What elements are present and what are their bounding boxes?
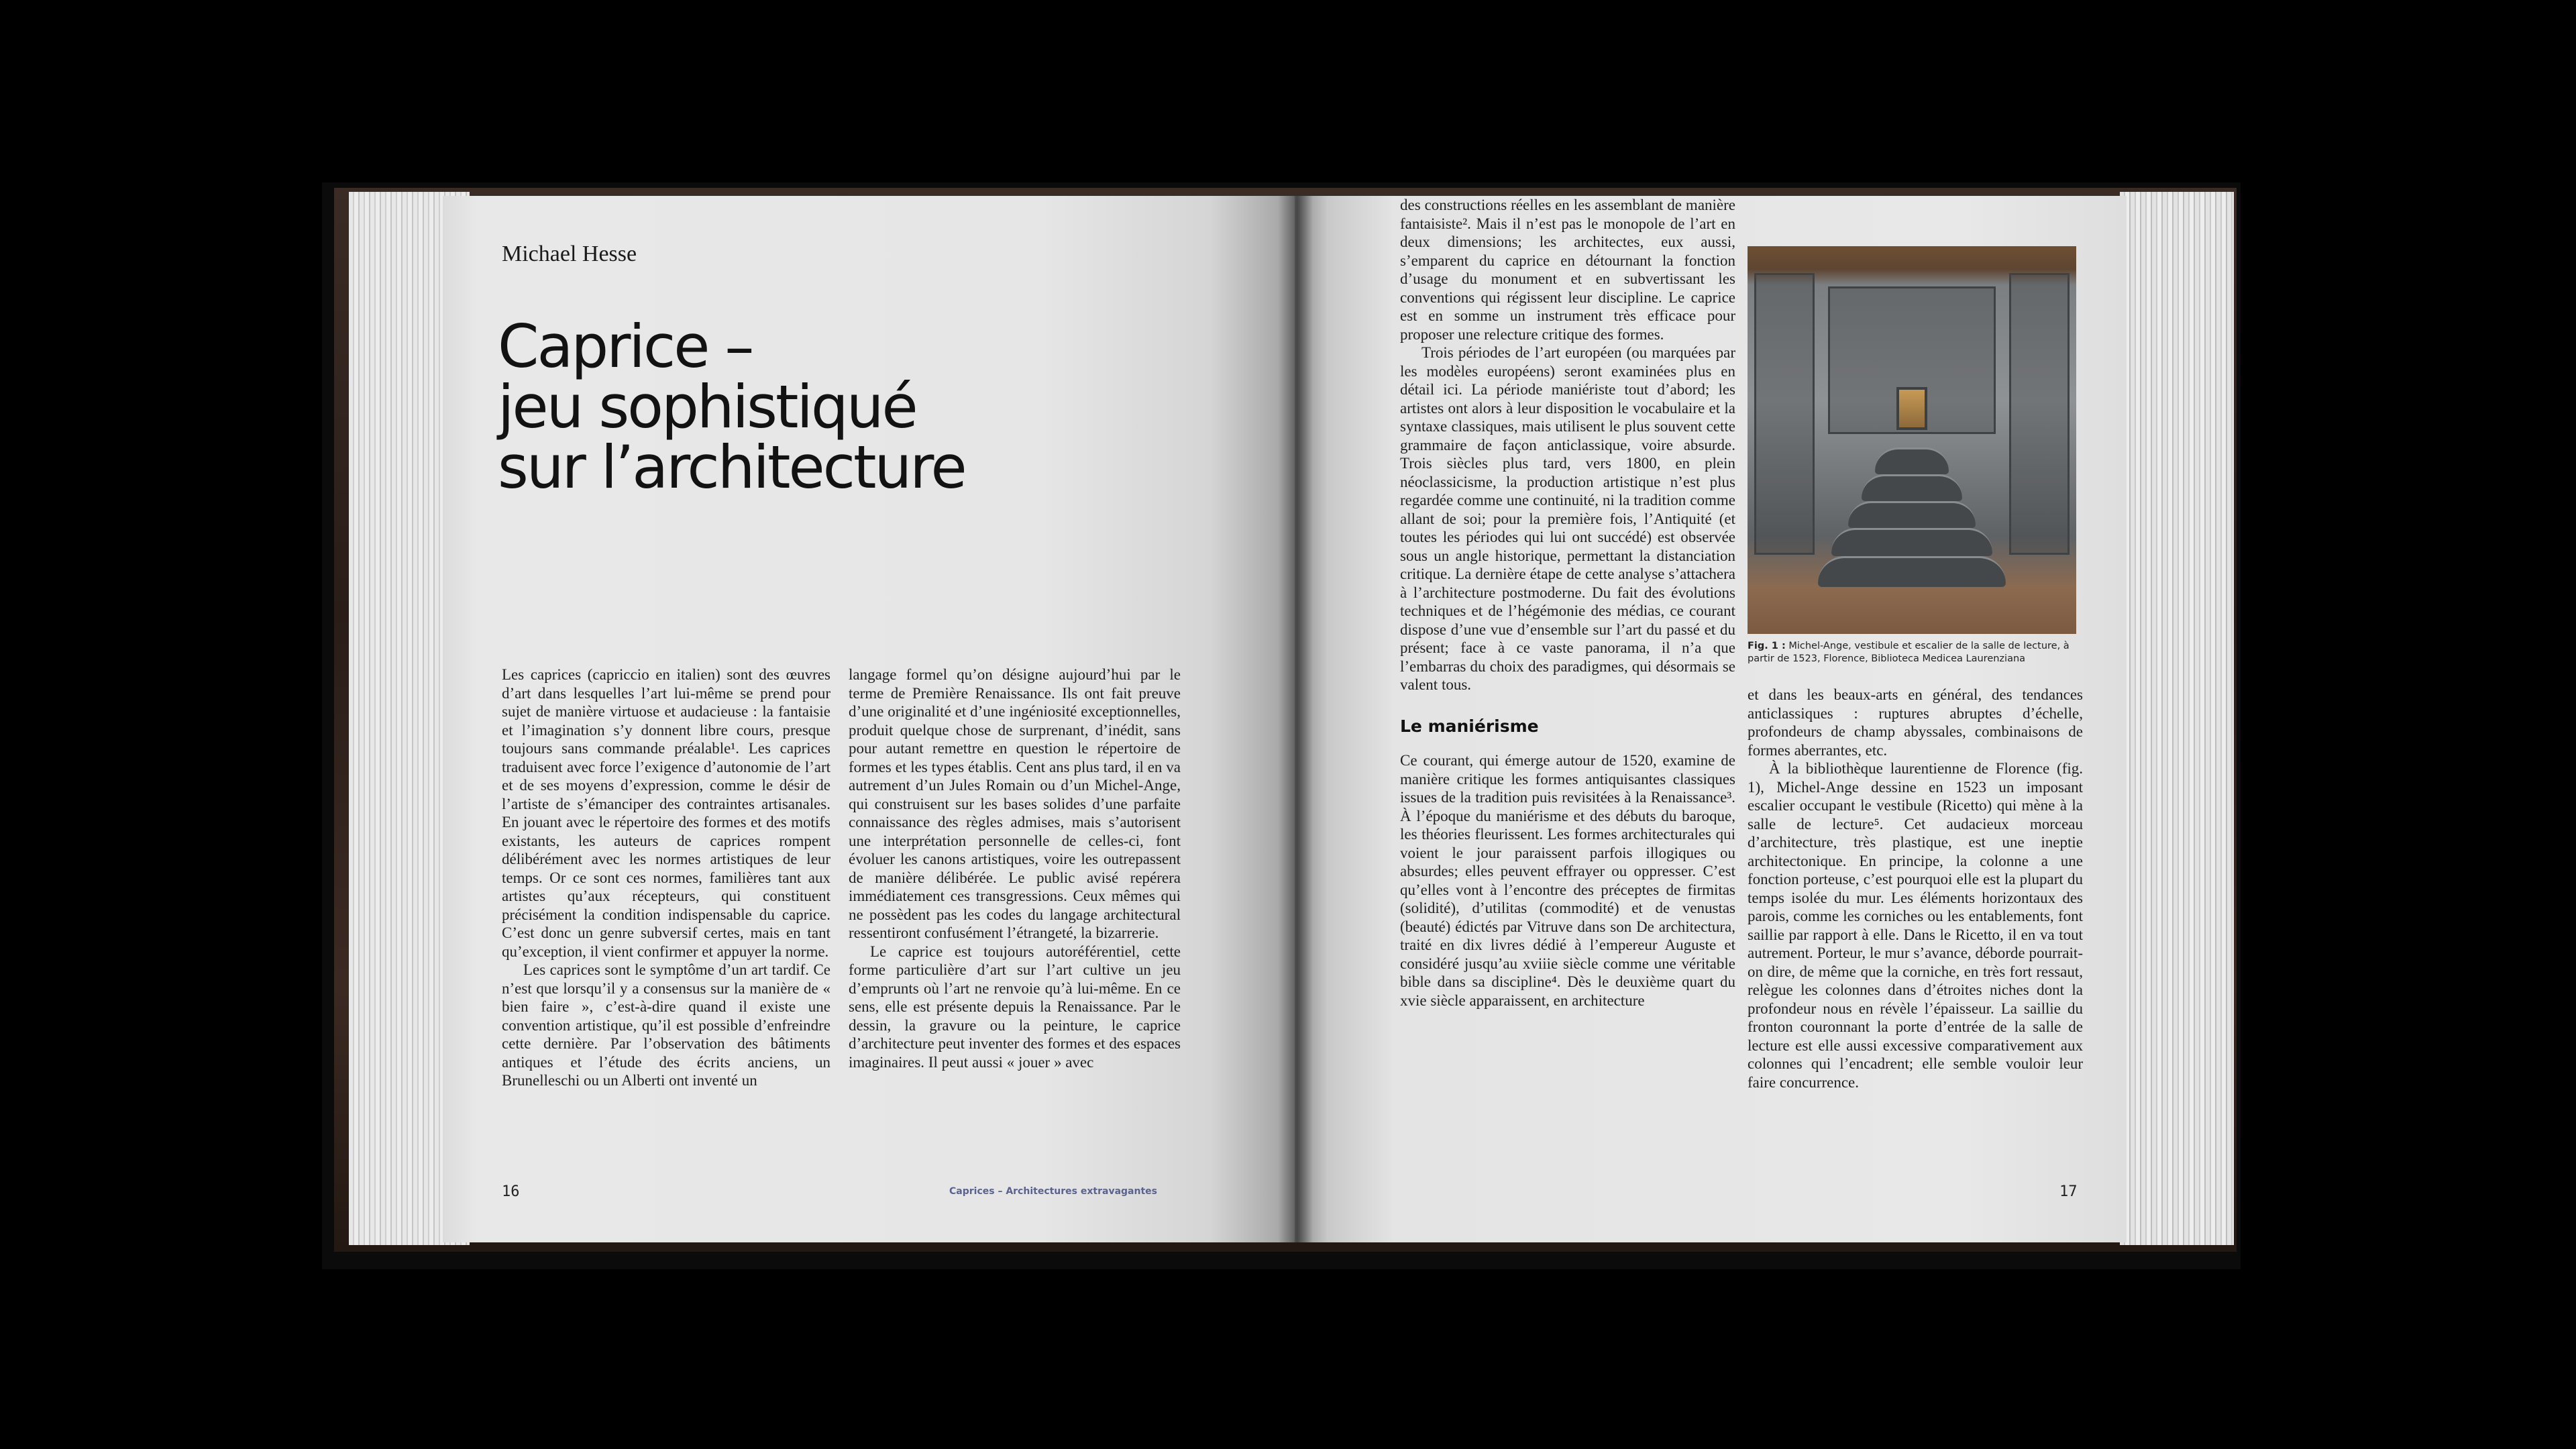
paragraph: langage formel qu’on désigne aujourd’hui par le terme de Première Renaissance. Ils ont fait preuve d’une originalité et d’une ingéniosité exceptionnelles, produit quelque chose de surprenant, d’inédit, sans pour autant remettre en question le répertoire de formes et les types établis. Cent ans plus tard, il en va autrement d’un Jules Romain ou d’un Michel-Ange, qui construisent sur les bases solides d’une parfaite connaissance des règles admises, mais s’autorisent une interprétation personnelle de celles-ci, font évoluer les canons artistiques, voire les outrepassent de manière délibérée. Le public avisé repérera immédiatement ces transgressions. Ceux mêmes qui ne possèdent pas les codes du langage architectural ressentiront confusément l’étrangeté, la bizarrerie. bbox=[849, 666, 1181, 941]
right-page bbox=[1295, 196, 2127, 1242]
paragraph: Le caprice est toujours autoréférentiel, cette forme particulière d’art sur l’art cultive un jeu d’emprunts où l’art ne renvoie qu’à lui-même. En ce sens, elle est présente depuis la Renaissance. Par le dessin, la gravure ou la peinture, le caprice d’architecture peut inventer des formes et des espaces imaginaires. Il peut aussi « jouer » avec bbox=[849, 943, 1181, 1071]
stair-step bbox=[1862, 474, 1962, 501]
body-column-2 bbox=[849, 665, 1181, 1071]
paragraph: À la bibliothèque laurentienne de Florence (fig. 1), Michel-Ange dessine en 1523 un imposant escalier occupant le vestibule (Ricetto) qui mène à la salle de lecture⁵. Cet audacieux morceau d’architecture, très plastique, est une ineptie architectonique. En principe, la colonne a une fonction porteuse, c’est pourquoi elle est la plupart du temps isolée du mur. Les éléments horizontaux des parois, comme les corniches ou les entablements, font saillie par rapport à elle. Dans le Ricetto, il en va tout autrement. Porteur, le mur s’avance, déborde pourrait-on dire, de même que la corniche, en très fort ressaut, relègue les colonnes dans d’étroites niches dont la profondeur nous en révèle l’épaisseur. La saillie du fronton couronnant la porte d’entrée de la salle de lecture est elle aussi excessive comparativement aux colonnes qui l’encadrent; elle semble vouloir leur faire concurrence. bbox=[1748, 760, 2083, 1091]
section-heading: Le maniérisme bbox=[1400, 716, 1539, 736]
paragraph: des constructions réelles en les assemblant de manière fantaisiste². Mais il n’est pas le monopole de l’art en deux dimensions; les architectes, eux aussi, s’emparent du caprice en détournant la fonction d’usage du monument et en subvertissant les conventions qui régissent leur discipline. Le caprice est en somme un instrument très efficace pour proposer une relecture critique des formes. bbox=[1400, 197, 1735, 343]
right-page-edges bbox=[2120, 192, 2234, 1245]
paragraph: et dans les beaux-arts en général, des tendances anticlassiques : ruptures abruptes d’échelle, profondeurs de champ abyssales, combinaisons de formes aberrantes, etc. bbox=[1748, 686, 2083, 759]
author-name: Michael Hesse bbox=[502, 241, 637, 266]
stair-step bbox=[1818, 556, 2006, 587]
paragraph: Les caprices sont le symptôme d’un art tardif. Ce n’est que lorsqu’il y a consensus sur la manière de « bien faire », c’est-à-dire quand il existe une convention artistique, qu’il est possible d’enfreindre cette dernière. Par l’observation des bâtiments antiques et l’étude des écrits anciens, un Brunelleschi ou un Alberti ont inventé un bbox=[502, 961, 830, 1089]
wall-panel bbox=[1754, 273, 1815, 555]
doorway bbox=[1896, 387, 1927, 430]
paragraph: Les caprices (capriccio en italien) sont des œuvres d’art dans lesquelles l’art lui-même se prend pour sujet de manière virtuose et audacieuse : la fantaisie et l’imagination s’y donnent libre cours, presque toujours sans commande préalable¹. Les caprices traduisent avec force l’exigence d’autonomie de l’art et de ses moyens d’expression, comme le désir de l’artiste de s’émanciper des contraintes artisanales. En jouant avec le répertoire des formes et des motifs existants, les auteurs de caprices rompent délibérément avec les normes artistiques de leur temps. Or ce sont ces normes, familières tant aux artistes qu’aux récepteurs, qui constituent précisément la condition indispensable du caprice. C’est donc un genre subversif certes, mais en tant qu’exception, il vient confirmer et appuyer la norme. bbox=[502, 666, 830, 960]
caption-label: Fig. 1 : bbox=[1748, 641, 1786, 651]
caption-text: Michel-Ange, vestibule et escalier de la salle de lecture, à partir de 1523, Florence, Biblioteca Medicea Laurenziana bbox=[1748, 641, 2070, 664]
title-line: Caprice – bbox=[498, 312, 753, 381]
body-column-1 bbox=[1400, 196, 1735, 1010]
wall-panel bbox=[2009, 273, 2070, 555]
chapter-title bbox=[498, 312, 1169, 502]
page-number: 17 bbox=[2059, 1183, 2078, 1200]
book-gutter bbox=[1278, 196, 1313, 1242]
body-column-1 bbox=[502, 665, 830, 1090]
figure-photo-staircase bbox=[1748, 246, 2076, 634]
running-head: Caprices – Architectures extravagantes bbox=[949, 1186, 1157, 1197]
title-line: jeu sophistiqué bbox=[498, 372, 916, 441]
figure-caption bbox=[1748, 640, 2083, 665]
paragraph: Ce courant, qui émerge autour de 1520, examine de manière critique les formes antiquisantes classiques issues de la tradition puis revisitées à la Renaissance³. À l’époque du maniérisme et des débuts du baroque, les théories fleurissent. Les formes architecturales qui voient le jour paraissent parfois illogiques ou absurdes; elles peuvent effrayer ou oppresser. C’est qu’elles vont à l’encontre des préceptes de firmitas (solidité), d’utilitas (commodité) et de venustas (beauté) édictés par Vitruve dans son De architectura, traité en dix livres dédié à l’empereur Auguste et considéré jusqu’au xviiie siècle comme une véritable bible dans sa discipline⁴. Dès le deuxième quart du xvie siècle apparaissent, en architecture bbox=[1400, 752, 1735, 1009]
paragraph: Trois périodes de l’art européen (ou marquées par les modèles européens) seront examinées plus en détail ici. La période maniériste tout d’abord; les artistes ont alors à leur disposition le vocabulaire et la syntaxe classiques, mais utilisent le plus souvent cette grammaire de façon anticlassique, voire absurde. Trois siècles plus tard, vers 1800, en plein néoclassicisme, la production artistique n’est plus regardée comme une continuité, ni la tradition comme allant de soi; pour la première fois, l’Antiquité (et toutes les périodes qui lui ont succédé) est observée sous un angle historique, permettant la distanciation critique. La dernière étape de cette analyse s’attachera à l’architecture postmoderne. Du fait des évolutions techniques et de l’hégémonie des médias, ce courant dispose d’une vue d’ensemble sur l’art du passé et du présent; face à ce vaste panorama, il n’a que l’embarras du choix des paradigmes, qui désormais se valent tous. bbox=[1400, 344, 1735, 693]
title-line: sur l’architecture bbox=[498, 433, 965, 502]
page-number: 16 bbox=[502, 1183, 520, 1200]
stair-step bbox=[1875, 447, 1949, 474]
body-column-2 bbox=[1748, 686, 2083, 1091]
stair-step bbox=[1831, 528, 1992, 556]
stair-step bbox=[1848, 501, 1976, 528]
left-page bbox=[443, 196, 1295, 1242]
